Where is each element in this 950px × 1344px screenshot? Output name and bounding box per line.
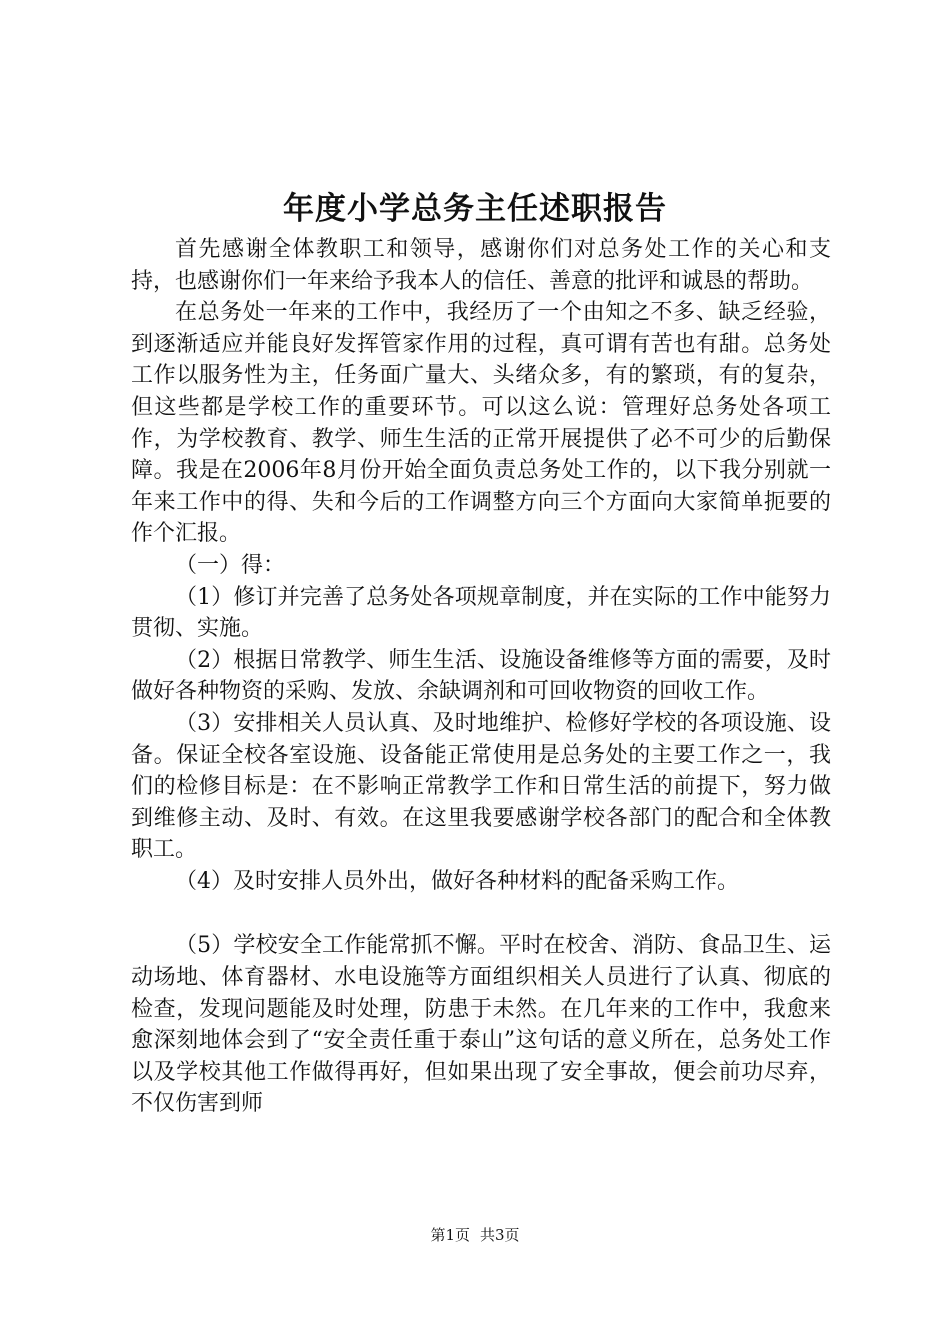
paragraph-item-3: （3）安排相关人员认真、及时地维护、检修好学校的各项设施、设备。保证全校各室设施、设备能正常使用是总务处的主要工作之一，我们的检修目标是：在不影响正常教学工作和日常生活的前提下，努力做到维修主动、及时、有效。在这里我要感谢学校各部门的配合和全体教职工。: [131, 710, 831, 863]
page-number: 第1页: [430, 1226, 470, 1244]
paragraph-item-5: （5）学校安全工作能常抓不懈。平时在校舍、消防、食品卫生、运动场地、体育器材、水电设施等方面组织相关人员进行了认真、彻底的检查，发现问题能及时处理，防患于未然。在几年来的工作中，我愈来愈深刻地体会到了“安全责任重于泰山”这句话的意义所在，总务处工作以及学校其他工作做得再好，但如果出现了安全事故，便会前功尽弃，不仅伤害到师: [131, 933, 831, 1117]
paragraph-item-4: （4）及时安排人员外出，做好各种材料的配备采购工作。: [175, 868, 739, 894]
paragraph-item-2: （2）根据日常教学、师生生活、设施设备维修等方面的需要，及时做好各种物资的采购、发放、余缺调剂和可回收物资的回收工作。: [131, 647, 831, 705]
document-title: 年度小学总务主任述职报告: [283, 191, 667, 227]
paragraph-intro: 首先感谢全体教职工和领导，感谢你们对总务处工作的关心和支持，也感谢你们一年来给予我本人的信任、善意的批评和诚恳的帮助。: [131, 237, 831, 294]
page-total: 共3页: [480, 1226, 520, 1244]
paragraph-item-1: （1）修订并完善了总务处各项规章制度，并在实际的工作中能努力贯彻、实施。: [131, 584, 831, 642]
section-heading-gains: （一）得：: [175, 552, 286, 578]
paragraph-overview: 在总务处一年来的工作中，我经历了一个由知之不多、缺乏经验，到逐渐适应并能良好发挥管家作用的过程，真可谓有苦也有甜。总务处工作以服务性为主，任务面广量大、头绪众多，有的繁琐，有的复杂，但这些都是学校工作的重要环节。可以这么说：管理好总务处各项工作，为学校教育、教学、师生生活的正常开展提供了必不可少的后勤保障。我是在2006年8月份开始全面负责总务处工作的，以下我分别就一年来工作中的得、失和今后的工作调整方向三个方面向大家简单扼要的作个汇报。: [131, 300, 831, 547]
document-body: [131, 234, 831, 1120]
page-footer: [0, 1225, 950, 1245]
